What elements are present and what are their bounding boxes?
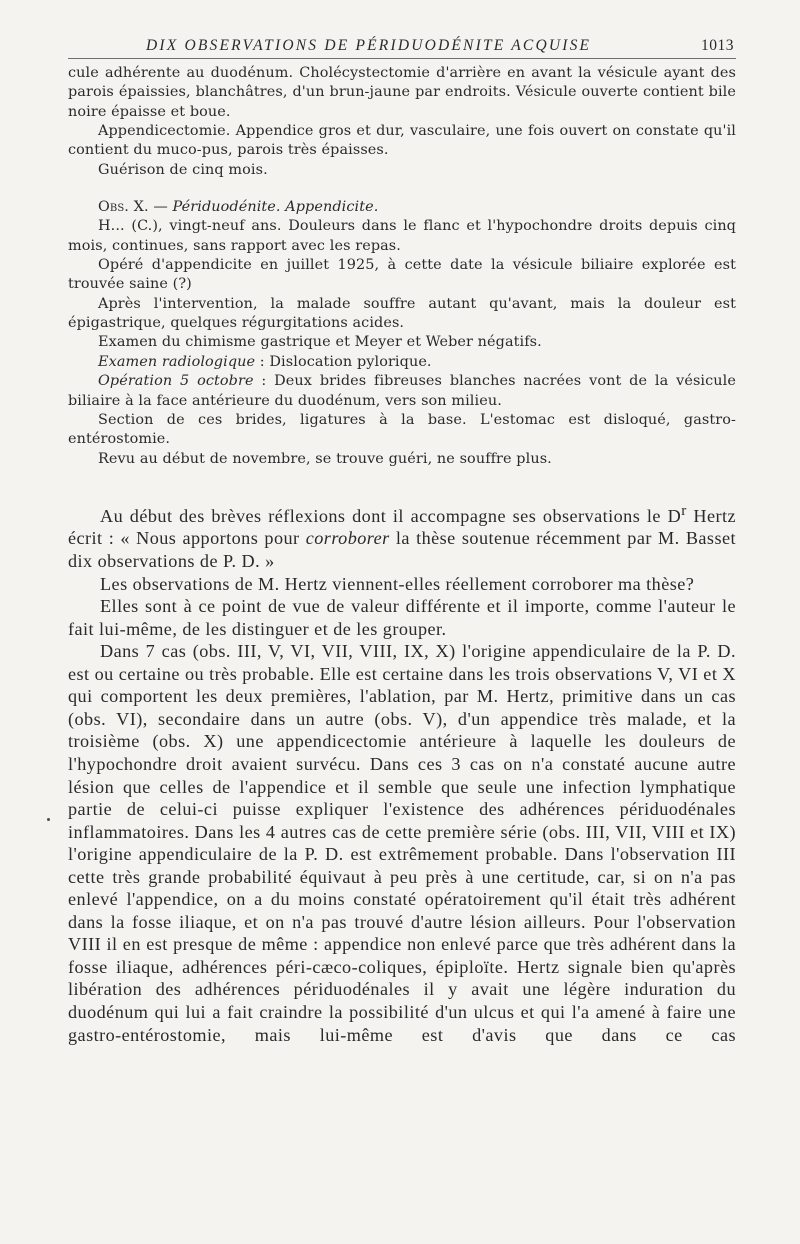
paragraph: Elles sont à ce point de vue de valeur différente et il importe, comme l'auteur le fait lui-même, de les distinguer et de les grouper. xyxy=(68,596,736,639)
paragraph: Section de ces brides, ligatures à la base. L'estomac est disloqué, gastro-entérostomie. xyxy=(68,411,736,448)
exam-text: : Dislocation pylorique. xyxy=(255,353,432,370)
paragraph xyxy=(68,353,736,372)
paragraph: Appendicectomie. Appendice gros et dur, vasculaire, une fois ouvert on constate qu'il contient du muco-pus, parois très épaisses. xyxy=(68,123,736,159)
previous-observation-continuation xyxy=(68,64,736,469)
section-gap xyxy=(68,180,736,198)
paragraph: H... (C.), vingt-neuf ans. Douleurs dans le flanc et l'hypochondre droits depuis cinq mois, continues, sans rapport avec les repas. xyxy=(68,218,736,254)
paragraph: Guérison de cinq mois. xyxy=(98,161,268,178)
text-run: Hertz écrit : « Nous apportons pour xyxy=(68,505,736,549)
discussion-section xyxy=(68,500,736,1046)
paragraph: Opéré d'appendicite en juillet 1925, à cette date la vésicule biliaire explorée est trouvée saine (?) xyxy=(68,257,736,293)
paragraph xyxy=(68,500,736,573)
emphasis: corroborer xyxy=(305,528,390,549)
text-run: Au début des brèves réflexions dont il accompagne ses observations le D xyxy=(100,505,682,526)
superscript: r xyxy=(681,501,687,519)
paragraph: Les observations de M. Hertz viennent-elles réellement corroborer ma thèse? xyxy=(100,573,695,594)
book-page xyxy=(68,36,736,1046)
text-run: la thèse soutenue récemment par M. Basset dix observations de P. D. » xyxy=(68,528,737,572)
observation-heading xyxy=(68,198,736,217)
running-header xyxy=(68,36,736,59)
paragraph: Dans 7 cas (obs. III, V, VI, VII, VIII, IX, X) l'origine appendiculaire de la P. D. est ou certaine ou très probable. Elle est certaine dans les trois observations V, VI et X qui comportent les deux premières, l'ablation, par M. Hertz, primitive dans un cas (obs. VI), secondaire dans un autre (obs. V), d'un appendice très malade, et la troisième (obs. X) une appendicectomie antérieure à laquelle les douleurs de l'hypochondre droit avaient survécu. Dans ces 3 cas on n'a constaté aucune autre lésion que celles de l'appendice et il semble que seule une infection lymphatique partie de celui-ci puisse expliquer l'existence des adhérences périduodénales inflammatoires. Dans les 4 autres cas de cette première série (obs. III, VII, VIII et IX) l'origine appendiculaire de la P. D. est extrêmement probable. Dans l'observation III cette très grande probabilité équivaut à peu près à une certitude, car, si on n'a pas enlevé l'appendice, on a du moins constaté opératoirement qu'il était très adhérent dans la fosse iliaque, et on n'a pas trouvé d'autre lésion ailleurs. Pour l'observation VIII il en est presque de même : appendice non enlevé parce que très adhérent dans la fosse iliaque, adhérences péri-cæco-coliques, épiploïte. Hertz signale bien qu'après libération des adhérences périduodénales il y avait une légère induration du duodénum qui lui a fait craindre la possibilité d'un ulcus et qui l'a amené à faire une gastro-entérostomie, mais lui-même est d'avis que dans ce cas xyxy=(68,641,736,1045)
observation-label: Obs. X. xyxy=(98,199,149,216)
observation-title: Périduodénite. Appendicite. xyxy=(172,199,379,216)
paragraph xyxy=(68,372,736,411)
running-title: DIX OBSERVATIONS DE PÉRIDUODÉNITE ACQUISE xyxy=(146,37,592,54)
paragraph: Après l'intervention, la malade souffre autant qu'avant, mais la douleur est épigastrique, quelques régurgitations acides. xyxy=(68,295,736,332)
page-number: 1013 xyxy=(701,37,734,54)
exam-label: Examen radiologique xyxy=(98,353,256,370)
heading-dash: — xyxy=(148,199,173,216)
paragraph: cule adhérente au duodénum. Cholécystectomie d'arrière en avant la vésicule ayant des parois épaissies, blanchâtres, d'un brun-jaune par endroits. Vésicule ouverte contient bile noire épaisse et boue. xyxy=(68,65,736,120)
paragraph: Examen du chimisme gastrique et Meyer et Weber négatifs. xyxy=(98,334,542,351)
operation-text: : Deux brides fibreuses blanches nacrées vont de la vésicule biliaire à la face antérieure du duodénum, vers son milieu. xyxy=(68,373,736,409)
margin-speck xyxy=(47,818,50,821)
paragraph: Revu au début de novembre, se trouve guéri, ne souffre plus. xyxy=(98,450,552,467)
operation-label: Opération 5 octobre xyxy=(98,373,254,390)
